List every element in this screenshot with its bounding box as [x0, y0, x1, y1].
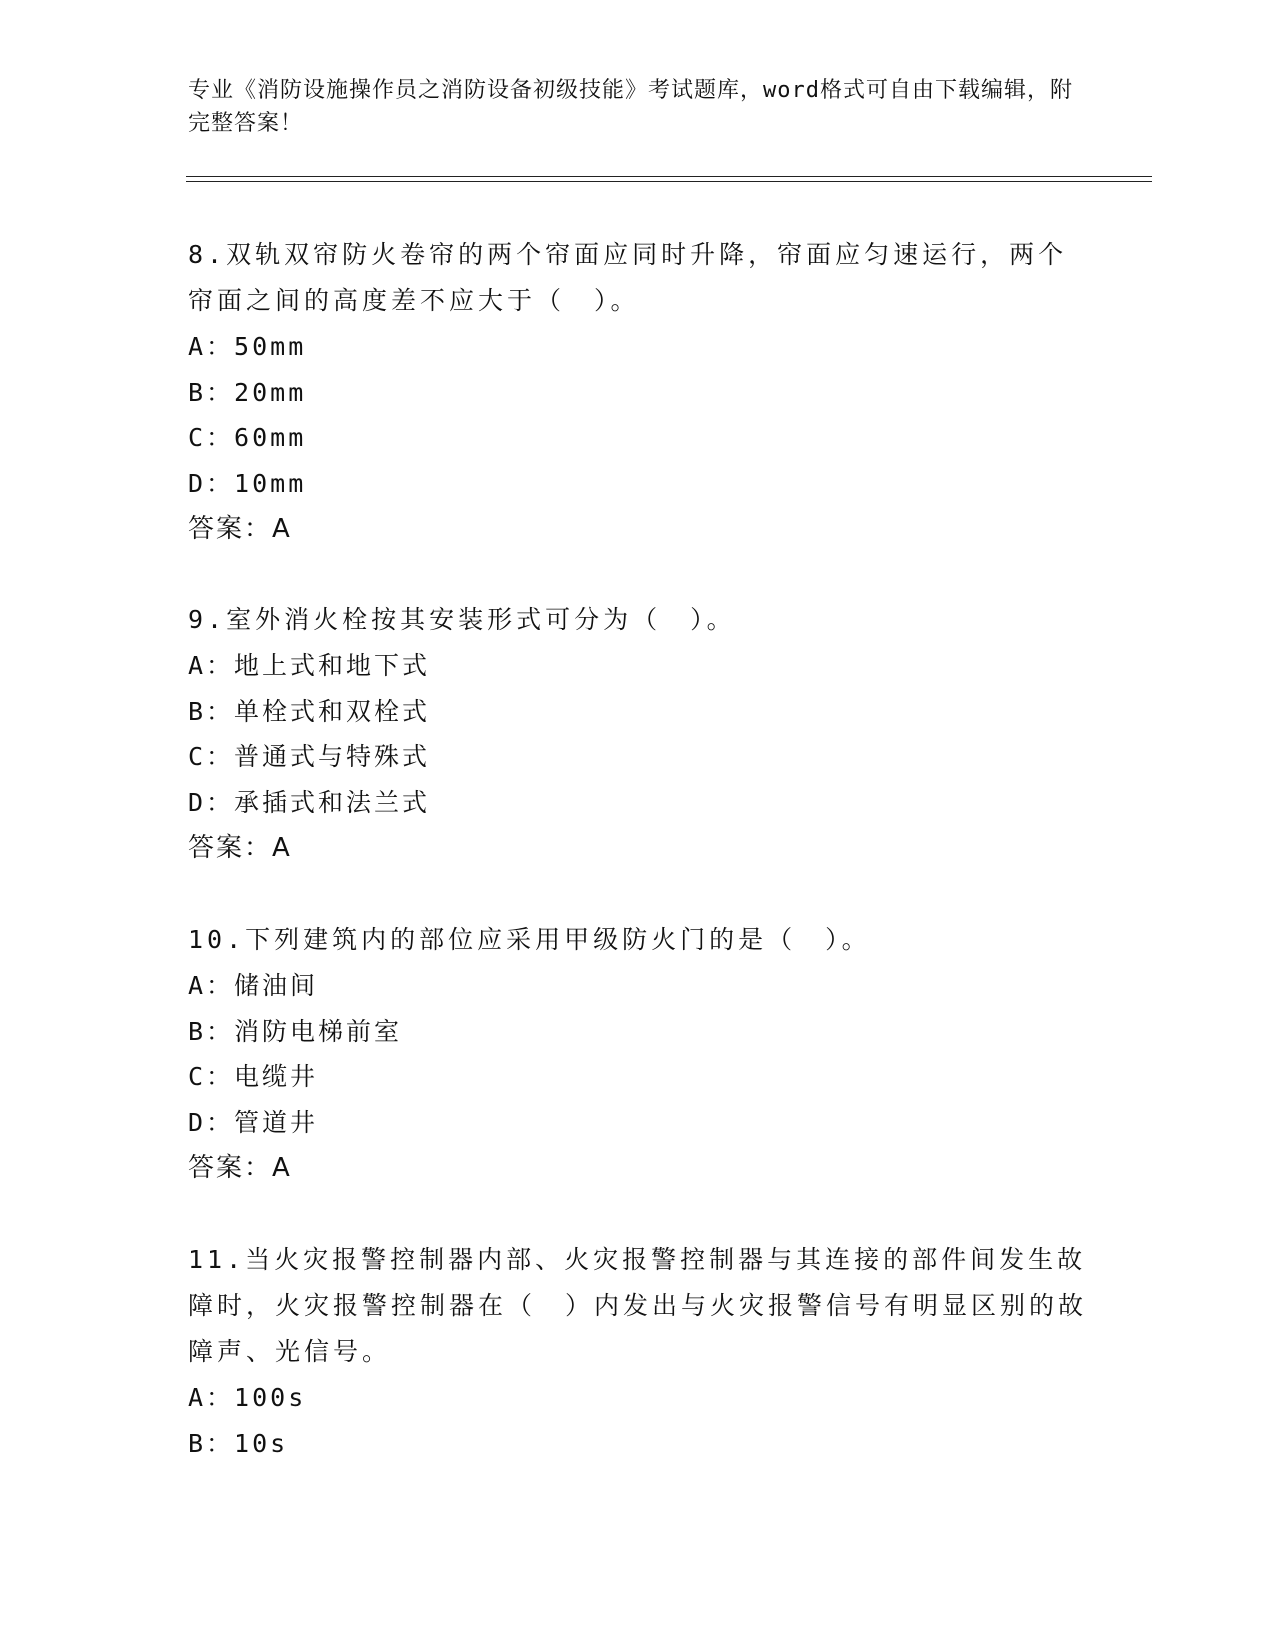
question-stem: 11.当火灾报警控制器内部、火灾报警控制器与其连接的部件间发生故障时，火灾报警控制器在（ ）内发出与火灾报警信号有明显区别的故障声、光信号。	[188, 1245, 1088, 1366]
option-c: C：普通式与特殊式	[188, 742, 431, 771]
question-11	[188, 1237, 1088, 1466]
question-stem: 10.下列建筑内的部位应采用甲级防火门的是（ ）。	[188, 925, 871, 954]
option-a: A：地上式和地下式	[188, 651, 431, 680]
option-c: C：电缆井	[188, 1062, 319, 1091]
option-b: B：10s	[188, 1428, 289, 1458]
option-d: D：管道井	[188, 1107, 319, 1137]
document-header: 专业《消防设施操作员之消防设备初级技能》考试题库，word格式可自由下载编辑，附完整答案！	[188, 78, 1073, 136]
answer-line: 答案：A	[188, 1153, 292, 1183]
question-10	[188, 917, 1088, 1191]
answer-line: 答案：A	[188, 514, 292, 544]
question-9	[188, 597, 1088, 871]
option-a: A：50mm	[188, 332, 307, 361]
option-d: D：承插式和法兰式	[188, 787, 431, 817]
question-stem: 8.双轨双帘防火卷帘的两个帘面应同时升降，帘面应匀速运行，两个帘面之间的高度差不应大于（ ）。	[188, 240, 1068, 315]
header-divider-top	[186, 176, 1152, 177]
question-stem: 9.室外消火栓按其安装形式可分为（ ）。	[188, 605, 736, 634]
option-a: A：100s	[188, 1383, 307, 1412]
answer-line: 答案：A	[188, 833, 292, 863]
option-b: B：20mm	[188, 377, 307, 407]
question-8	[188, 232, 1088, 552]
option-a: A：储油间	[188, 971, 319, 1000]
option-c: C：60mm	[188, 423, 307, 452]
header-divider-bottom	[186, 181, 1152, 182]
option-d: D：10mm	[188, 468, 307, 498]
option-b: B：单栓式和双栓式	[188, 696, 431, 726]
option-b: B：消防电梯前室	[188, 1016, 403, 1046]
